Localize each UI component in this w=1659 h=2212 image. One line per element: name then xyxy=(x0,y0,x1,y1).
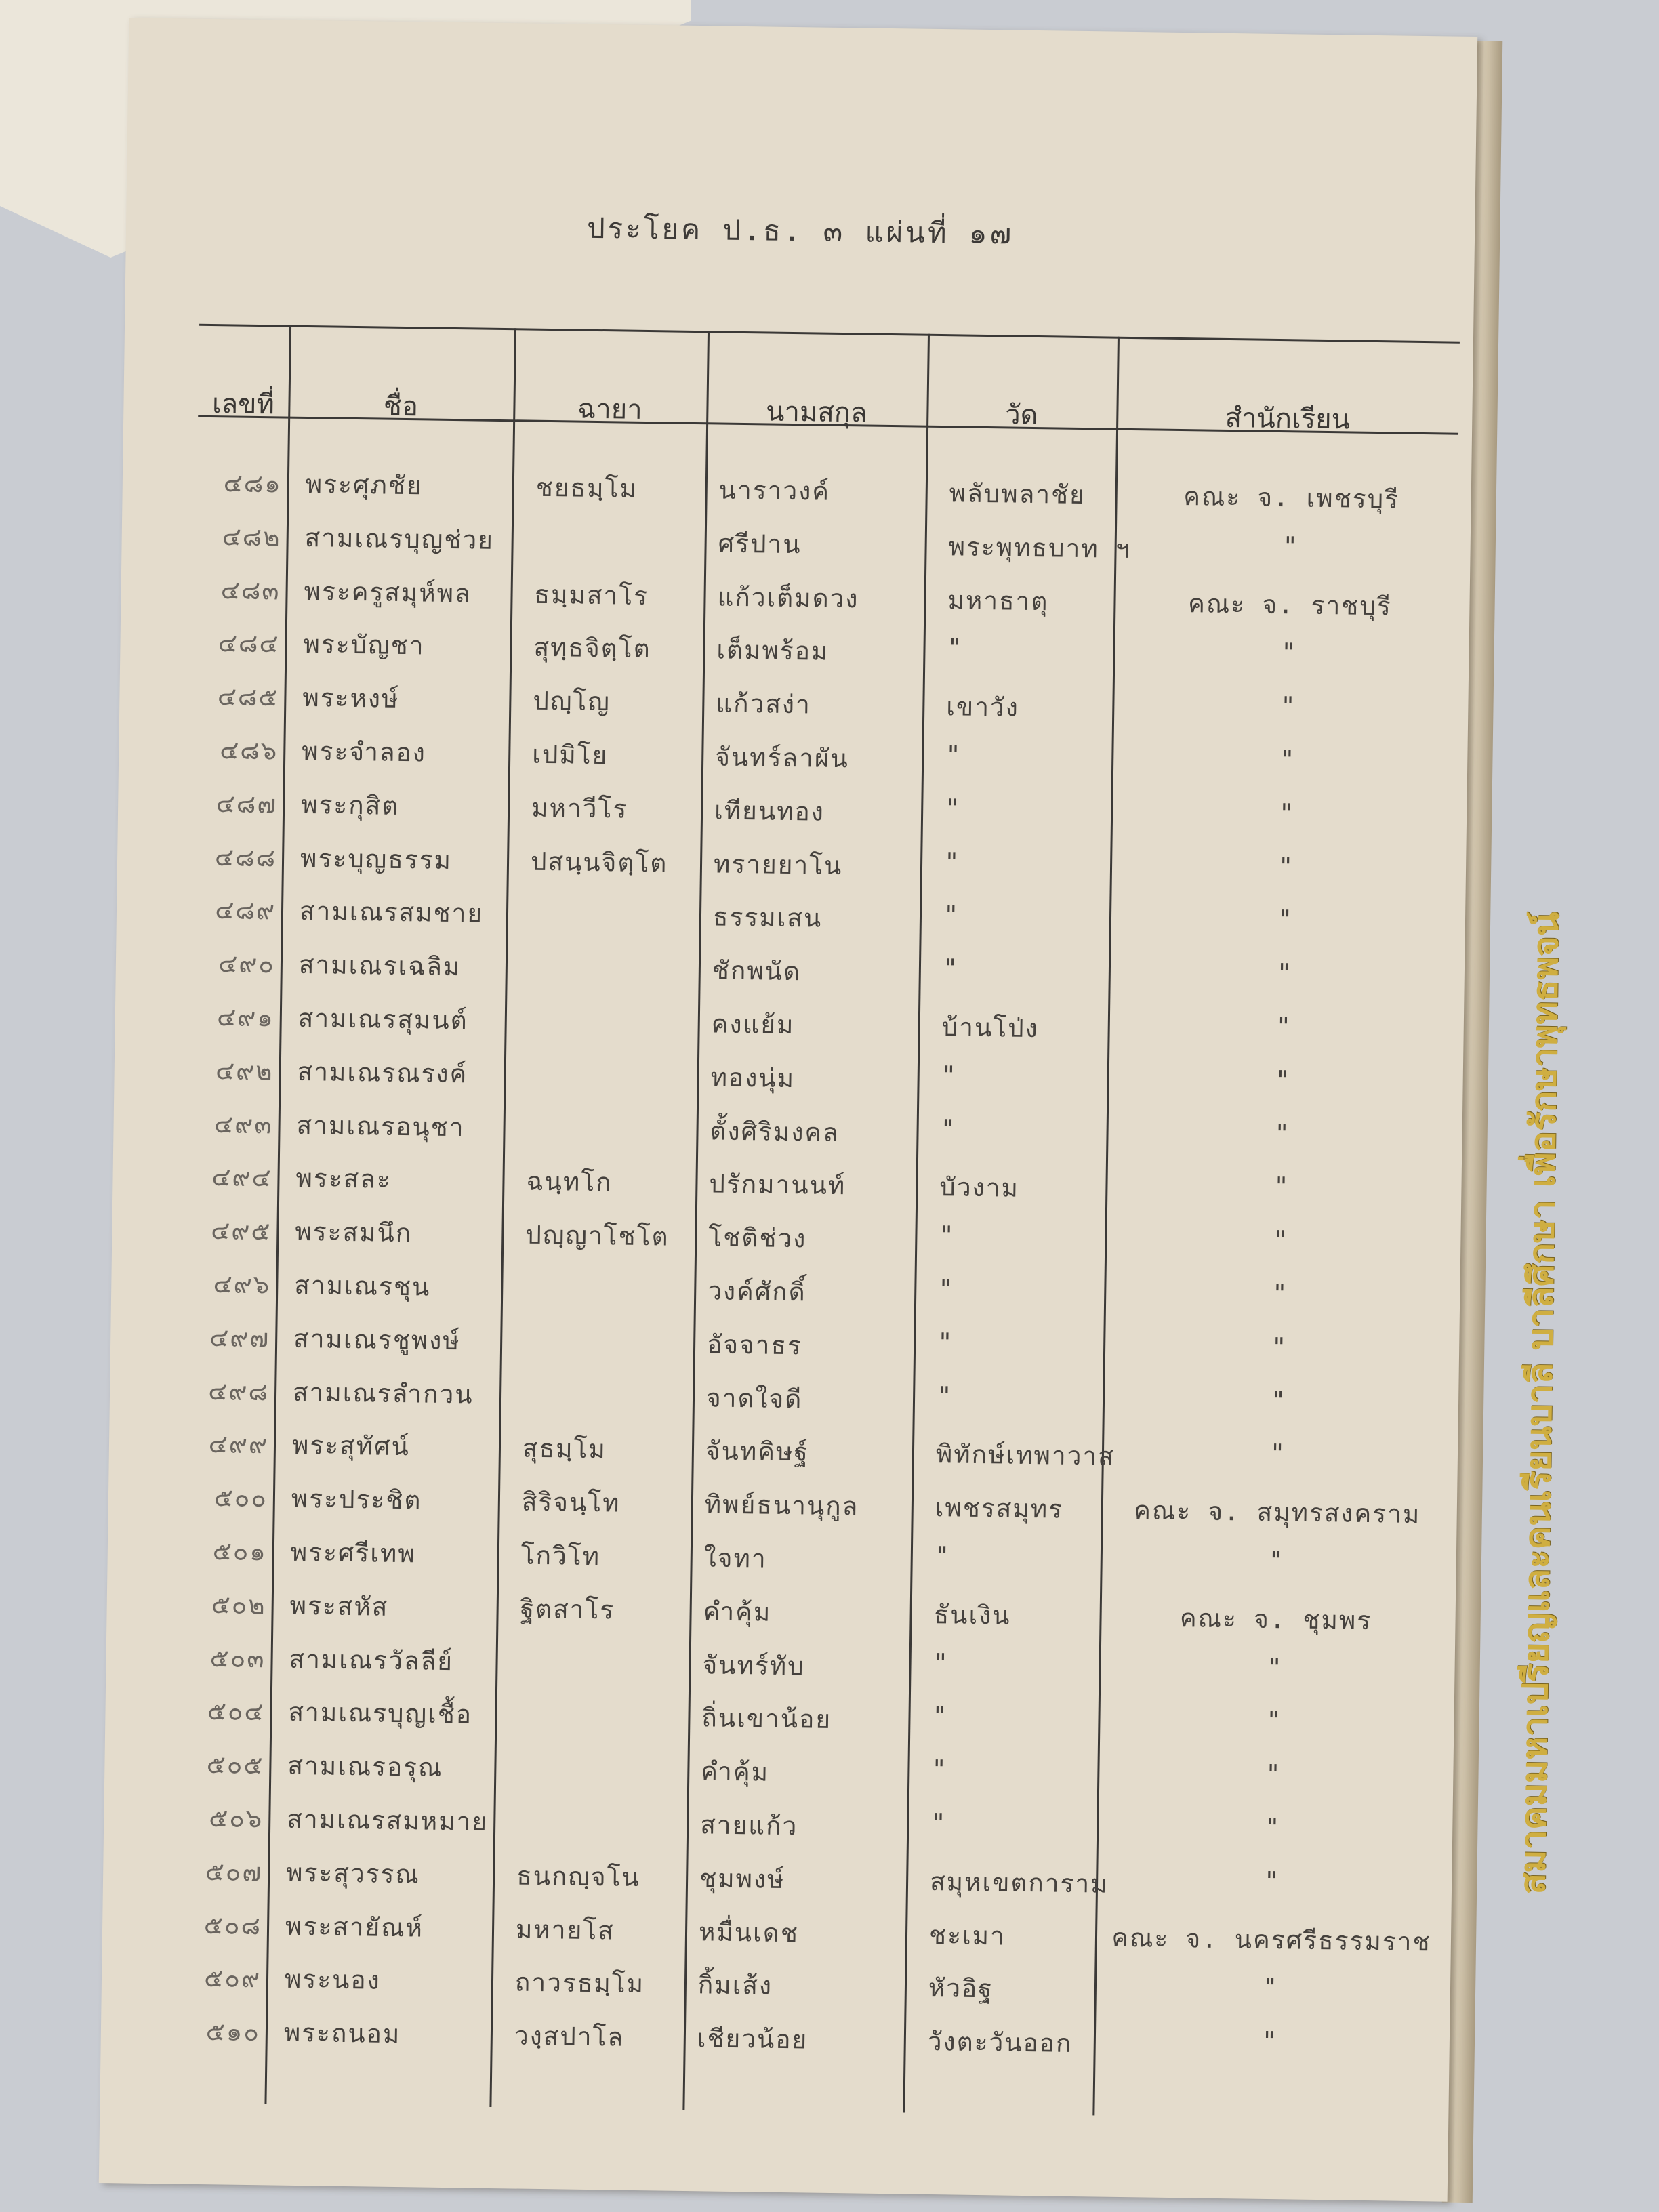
row-chaya: สุธมฺโม xyxy=(522,1433,607,1465)
row-number: ๔๙๒ xyxy=(215,1055,274,1086)
header-chaya: ฉายา xyxy=(577,393,643,426)
page-title: ประโยค ป.ธ. ๓ แผ่นที่ ๑๗ xyxy=(586,211,1015,251)
row-samnak: " xyxy=(1271,1278,1289,1309)
row-number: ๔๘๗ xyxy=(216,788,278,819)
row-name: พระสมนึก xyxy=(295,1217,413,1248)
row-number: ๔๙๙ xyxy=(208,1429,269,1460)
row-surname: ใจทา xyxy=(703,1543,767,1574)
row-chaya: ฐิตสาโร xyxy=(520,1594,615,1625)
row-samnak: คณะ จ. นครศรีธรรมราช xyxy=(1111,1923,1431,1957)
row-samnak: " xyxy=(1278,798,1296,828)
row-number: ๕๐๘ xyxy=(203,1910,262,1940)
row-name: พระบัญชา xyxy=(303,630,425,661)
row-name: พระสละ xyxy=(295,1164,392,1195)
row-surname: คำคุ้ม xyxy=(701,1757,770,1787)
row-name: พระสุวรรณ xyxy=(285,1858,421,1889)
header-samnak: สำนักเรียน xyxy=(1225,402,1351,436)
row-number: ๔๘๓ xyxy=(220,575,281,606)
row-name: สามเณรสมชาย xyxy=(299,897,484,929)
row-number: ๔๘๘ xyxy=(214,842,277,873)
row-number: ๔๘๒ xyxy=(222,522,282,552)
row-number: ๔๙๑ xyxy=(216,1002,275,1033)
row-surname: เชียวน้อย xyxy=(697,2024,808,2055)
row-samnak: " xyxy=(1277,905,1294,935)
row-number: ๔๘๕ xyxy=(217,682,279,712)
row-name: สามเณรลำกวน xyxy=(292,1377,474,1410)
row-samnak: " xyxy=(1281,638,1298,668)
row-chaya: ฉนฺทโก xyxy=(526,1167,613,1197)
row-chaya: ปญฺญาโชโต xyxy=(525,1220,670,1252)
row-samnak: " xyxy=(1270,1385,1288,1415)
row-surname: นาราวงค์ xyxy=(718,475,831,506)
row-surname: ตั้งศิริมงคล xyxy=(710,1115,840,1147)
row-samnak: " xyxy=(1279,691,1297,721)
row-surname: กิ้มเส้ง xyxy=(697,1970,773,2001)
row-number: ๕๐๐ xyxy=(213,1483,268,1513)
row-number: ๕๐๙ xyxy=(204,1963,262,1994)
row-number: ๔๘๖ xyxy=(219,735,279,766)
row-name: พระสุทัศน์ xyxy=(291,1431,411,1462)
row-surname: ทรายยาโน xyxy=(713,849,843,880)
row-name: พระประชิต xyxy=(291,1484,422,1515)
row-number: ๔๙๔ xyxy=(211,1162,272,1193)
row-name: พระบุญธรรม xyxy=(300,843,453,875)
row-number: ๕๐๓ xyxy=(209,1643,266,1673)
row-surname: เต็มพร้อม xyxy=(716,635,830,667)
row-name: พระศุภชัย xyxy=(305,469,423,501)
row-samnak: คณะ จ. ชุมพร xyxy=(1179,1603,1372,1635)
row-chaya: สิริจนฺโท xyxy=(521,1487,621,1518)
row-name: สามเณรอนุชา xyxy=(296,1110,465,1142)
row-number: ๕๐๑ xyxy=(212,1536,268,1567)
row-surname: ทิพย์ธนานุกูล xyxy=(704,1490,859,1521)
row-samnak: คณะ จ. สมุทรสงคราม xyxy=(1133,1496,1421,1530)
header-name: ชื่อ xyxy=(383,390,419,423)
row-wat: " xyxy=(943,900,960,930)
row-name: พระจำลอง xyxy=(302,736,427,768)
row-wat: " xyxy=(941,1060,958,1090)
row-chaya: วงฺสปาโล xyxy=(514,2021,625,2052)
row-number: ๕๐๗ xyxy=(205,1856,263,1887)
row-number: ๕๐๔ xyxy=(207,1696,265,1727)
row-number: ๕๑๐ xyxy=(205,2017,261,2047)
row-name: พระกุสิต xyxy=(300,790,400,821)
row-name: พระนอง xyxy=(284,1965,382,1996)
row-surname: สายแก้ว xyxy=(699,1810,798,1841)
header-surname: นามสกุล xyxy=(765,396,867,429)
row-number: ๔๙๓ xyxy=(213,1109,273,1139)
row-wat: " xyxy=(937,1327,954,1357)
row-chaya: เปมิโย xyxy=(531,739,609,771)
row-name: สามเณรสมหมาย xyxy=(287,1804,489,1837)
row-wat: บ้านโป่ง xyxy=(941,1012,1039,1044)
row-surname: จาดใจดี xyxy=(705,1382,803,1414)
row-samnak: " xyxy=(1267,1652,1284,1682)
row-chaya: โกวิโท xyxy=(520,1540,601,1572)
row-samnak: " xyxy=(1282,531,1300,561)
row-name: สามเณรชูพงษ์ xyxy=(293,1324,462,1356)
row-name: พระสหัส xyxy=(289,1591,389,1622)
row-surname: ถิ่นเขาน้อย xyxy=(701,1703,832,1735)
row-samnak: " xyxy=(1275,1065,1292,1095)
row-wat: " xyxy=(930,1808,947,1838)
row-chaya: ปญฺโญ xyxy=(533,686,611,717)
row-wat: หัวอิฐ xyxy=(928,1973,994,2004)
row-name: พระครูสมุห์พล xyxy=(304,576,472,608)
row-wat: พิทักษ์เทพาวาส xyxy=(935,1439,1115,1472)
row-samnak: " xyxy=(1279,745,1296,775)
row-wat: " xyxy=(938,1274,955,1304)
row-number: ๔๙๖ xyxy=(213,1269,271,1300)
row-samnak: " xyxy=(1266,1706,1283,1736)
row-chaya: ธมฺมสาโร xyxy=(534,579,649,611)
row-surname: แก้วสง่า xyxy=(716,689,812,720)
row-name: พระศรีเทพ xyxy=(290,1537,417,1569)
row-surname: แก้วเต็มดวง xyxy=(717,582,859,613)
row-samnak: " xyxy=(1275,1012,1293,1042)
row-wat: ชะเมา xyxy=(928,1920,1006,1951)
header-number: เลขที่ xyxy=(211,388,275,421)
row-surname: ชุมพงษ์ xyxy=(699,1864,785,1894)
row-samnak: คณะ จ. ราชบุรี xyxy=(1187,588,1393,621)
row-number: ๕๐๖ xyxy=(208,1803,264,1834)
row-wat: " xyxy=(947,633,964,663)
row-number: ๔๘๑ xyxy=(223,468,283,499)
row-samnak: " xyxy=(1264,1812,1282,1843)
row-wat: " xyxy=(931,1755,949,1784)
row-samnak: " xyxy=(1271,1332,1288,1362)
row-number: ๔๙๗ xyxy=(209,1322,270,1353)
row-wat: พลับพลาชัย xyxy=(949,478,1086,510)
row-wat: " xyxy=(939,1221,956,1250)
row-wat: " xyxy=(933,1647,950,1677)
row-surname: คำคุ้ม xyxy=(703,1597,772,1627)
row-name: สามเณรอรุณ xyxy=(287,1750,443,1783)
row-wat: มหาธาตุ xyxy=(947,585,1049,616)
row-number: ๔๘๔ xyxy=(218,628,280,659)
column-divider xyxy=(489,328,516,2107)
row-samnak: " xyxy=(1268,1545,1286,1576)
table-top-rule xyxy=(199,324,1460,344)
row-surname: ชักพนัด xyxy=(712,956,802,987)
row-chaya: มหายโส xyxy=(515,1914,615,1946)
row-name: พระหงษ์ xyxy=(302,683,400,714)
row-surname: คงแย้ม xyxy=(711,1009,795,1040)
row-number: ๔๙๐ xyxy=(218,949,276,979)
row-wat: " xyxy=(945,740,962,770)
row-surname: เทียนทอง xyxy=(714,796,825,827)
row-samnak: " xyxy=(1272,1225,1290,1255)
row-name: พระสายัณห์ xyxy=(285,1911,424,1943)
document-page xyxy=(99,18,1568,2201)
row-samnak: คณะ จ. เพชรบุรี xyxy=(1183,482,1400,514)
row-number: ๔๘๙ xyxy=(215,895,276,926)
row-samnak: " xyxy=(1273,1172,1290,1202)
row-wat: " xyxy=(932,1701,949,1731)
row-wat: เขาวัง xyxy=(946,692,1020,722)
row-name: สามเณรณรงค์ xyxy=(297,1057,468,1089)
row-surname: ธรรมเสน xyxy=(712,902,823,934)
row-wat: " xyxy=(943,846,961,877)
row-name: สามเณรบุญช่วย xyxy=(304,523,495,555)
row-chaya: ชยธมฺโม xyxy=(535,472,638,504)
row-surname: วงค์ศักดิ์ xyxy=(707,1276,807,1307)
row-wat: เพชรสมุทร xyxy=(935,1493,1064,1524)
row-surname: ปรักมานนท์ xyxy=(709,1169,846,1201)
row-wat: " xyxy=(940,1113,958,1144)
row-wat: วังตะวันออก xyxy=(927,2027,1073,2059)
row-number: ๔๙๘ xyxy=(208,1376,270,1406)
column-divider xyxy=(903,334,930,2113)
row-samnak: " xyxy=(1263,1866,1281,1896)
row-samnak: " xyxy=(1265,1759,1282,1789)
row-surname: จันทร์ลาผัน xyxy=(714,742,850,774)
watermark: สมาคมมหาเปรียญและคนเรียนบาลี บาลีศึกษา เพื่อรักษาพุทธพจน์ xyxy=(1512,912,1568,1895)
row-wat: พระพุทธบาท ฯ xyxy=(948,532,1132,564)
row-samnak: " xyxy=(1274,1118,1292,1148)
row-wat: " xyxy=(942,954,960,983)
row-chaya: ธนกญฺจโน xyxy=(516,1861,641,1892)
row-surname: โชติช่วง xyxy=(708,1223,807,1254)
row-surname: จันทคิษฐ์ xyxy=(705,1436,810,1467)
row-surname: ทองนุ่ม xyxy=(710,1063,796,1093)
row-surname: ศรีปาน xyxy=(718,529,802,559)
row-samnak: " xyxy=(1261,2026,1279,2056)
row-name: สามเณรเฉลิม xyxy=(298,950,462,982)
row-samnak: " xyxy=(1277,851,1295,881)
row-surname: จันทร์ทับ xyxy=(702,1650,805,1681)
row-name: สามเณรชุน xyxy=(294,1270,431,1302)
row-name: สามเณรบุญเชื้อ xyxy=(288,1698,473,1729)
row-name: พระถนอม xyxy=(283,2018,401,2049)
row-wat: บัวงาม xyxy=(939,1172,1020,1204)
row-wat: " xyxy=(934,1541,951,1571)
row-chaya: มหาวีโร xyxy=(531,793,628,824)
row-number: ๕๐๒ xyxy=(211,1589,267,1620)
row-surname: หมื่นเดช xyxy=(698,1917,800,1948)
row-wat: " xyxy=(936,1380,954,1411)
row-chaya: ถาวรธมฺโม xyxy=(514,1967,645,1999)
row-number: ๕๐๕ xyxy=(206,1750,264,1780)
row-samnak: " xyxy=(1276,958,1294,988)
row-samnak: " xyxy=(1262,1973,1279,2003)
row-number: ๔๙๕ xyxy=(211,1216,272,1246)
row-wat: ธันเงิน xyxy=(933,1599,1011,1631)
row-wat: สมุหเขตการาม xyxy=(929,1866,1109,1899)
row-wat: " xyxy=(944,793,962,823)
row-chaya: ปสนฺนจิตฺโต xyxy=(530,846,668,878)
row-chaya: สุทฺธจิตฺโต xyxy=(533,633,651,664)
row-name: สามเณรสุมนต์ xyxy=(298,1003,468,1036)
row-samnak: " xyxy=(1269,1439,1287,1469)
row-name: สามเณรวัลลีย์ xyxy=(289,1644,454,1676)
header-wat: วัด xyxy=(1004,399,1038,432)
row-surname: อัจจาธร xyxy=(706,1330,803,1361)
